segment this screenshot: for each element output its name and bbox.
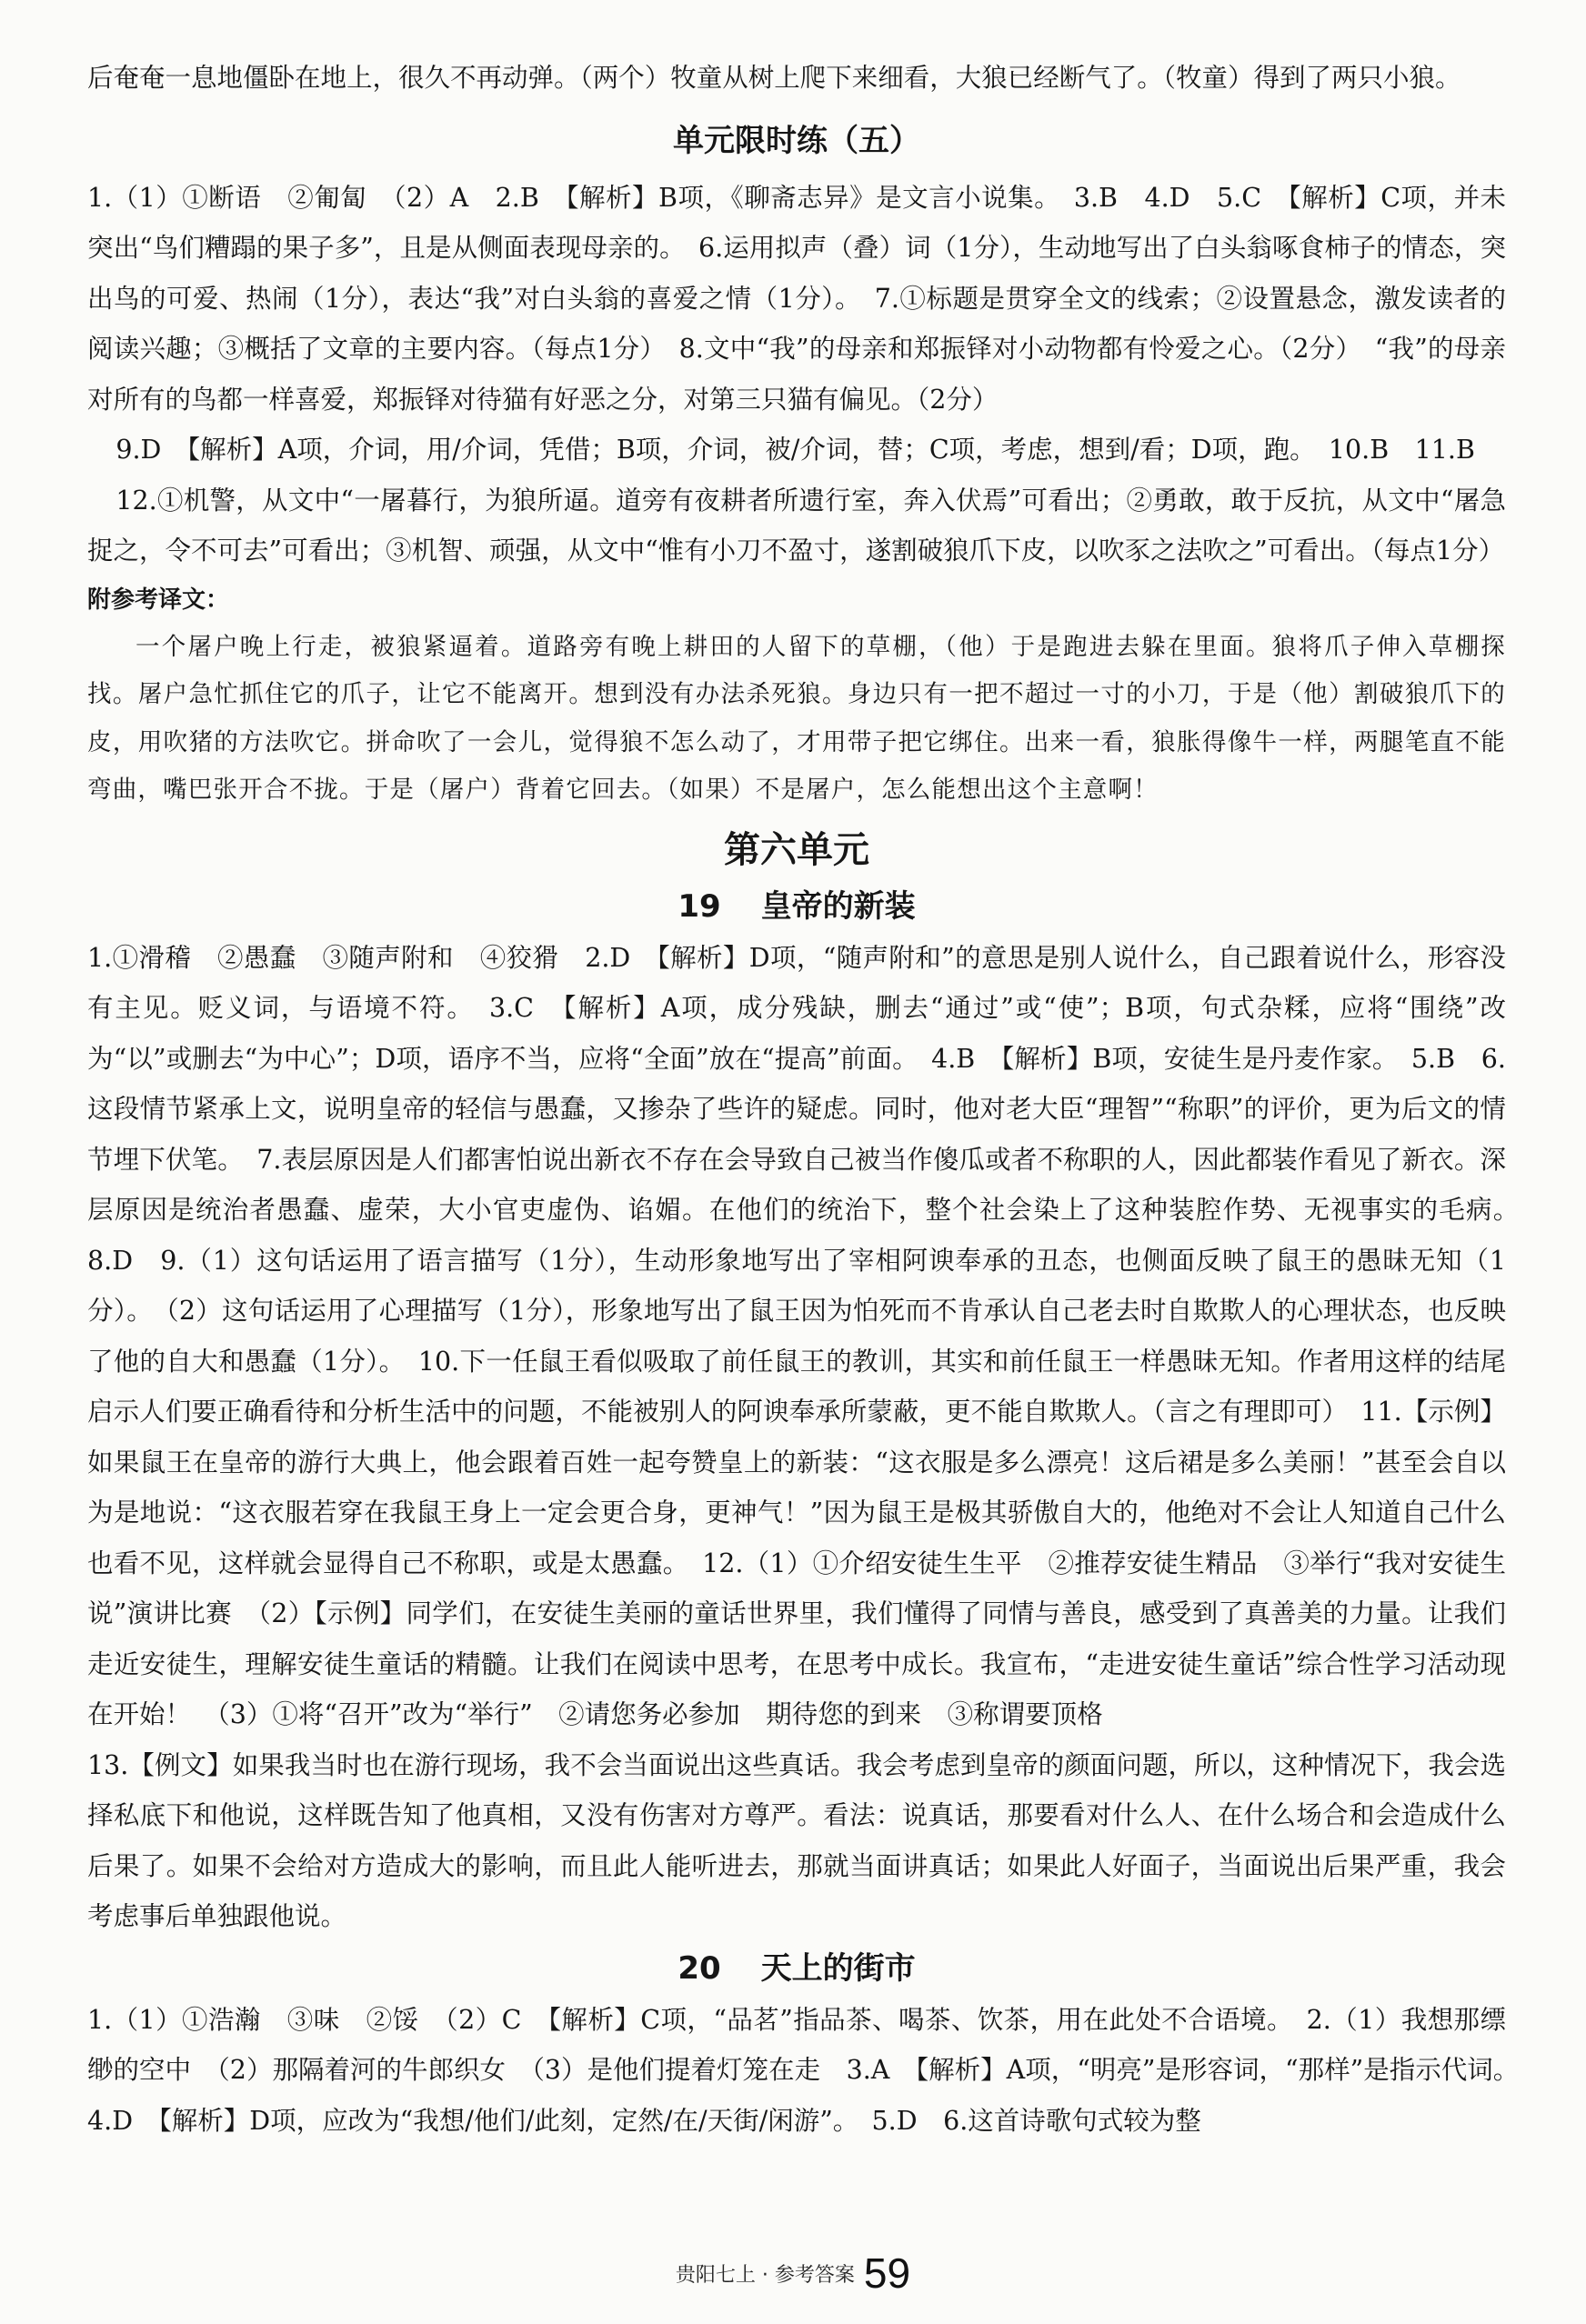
lesson19-answers-1: 1.①滑稽 ②愚蠢 ③随声附和 ④狡猾 2.D 【解析】D项，“随声附和”的意思是别人说什么，自己跟着说什么，形容没有主见。贬义词，与语境不符。 3.C 【解析】A项，成分残缺，删去“通过”或“使”；B项，句式杂糅，应将“围绕”改为“以”或删去“为中心”；D项，语序不当，应将“全面”放在“提高”前面。 4.B 【解析】B项，安徒生是丹麦作家。 5.B 6.这段情节紧承上文，说明皇帝的轻信与愚蠢，又掺杂了些许的疑虑。同时，他对老大臣“理智”“称职”的评价，更为后文的情节埋下伏笔。 7.表层原因是人们都害怕说出新衣不存在会导致自己被当作傻瓜或者不称职的人，因此都装作看见了新衣。深层原因是统治者愚蠢、虚荣，大小官吏虚伪、谄媚。在他们的统治下，整个社会染上了这种装腔作势、无视事实的毛病。 8.D 9.（1）这句话运用了语言描写（1分），生动形象地写出了宰相阿谀奉承的丑态，也侧面反映了鼠王的愚昧无知（1分）。 （2）这句话运用了心理描写（1分），形象地写出了鼠王因为怕死而不肯承认自己老去时自欺欺人的心理状态，也反映了他的自大和愚蠢（1分）。 10.下一任鼠王看似吸取了前任鼠王的教训，其实和前任鼠王一样愚昧无知。作者用这样的结尾启示人们要正确看待和分析生活中的问题，不能被别人的阿谀奉承所蒙蔽，更不能自欺欺人。（言之有理即可） 11.【示例】如果鼠王在皇帝的游行大典上，他会跟着百姓一起夸赞皇上的新装：“这衣服是多么漂亮！这后裙是多么美丽！”甚至会自以为是地说：“这衣服若穿在我鼠王身上一定会更合身，更神气！”因为鼠王是极其骄傲自大的，他绝对不会让人知道自己什么也看不见，这样就会显得自己不称职，或是太愚蠢。 12.（1）①介绍安徒生生平 ②推荐安徒生精品 ③举行“我对安徒生说”演讲比赛 （2）【示例】同学们，在安徒生美丽的童话世界里，我们懂得了同情与善良，感受到了真善美的力量。让我们走近安徒生，理解安徒生童话的精髓。让我们在阅读中思考，在思考中成长。我宣布，“走进安徒生童话”综合性学习活动现在开始！ （3）①将“召开”改为“举行” ②请您务必参加 期待您的到来 ③称谓要顶格 [87, 942, 1532, 1729]
lesson20-answers-1: 1.（1）①浩瀚 ③味 ②馁 （2）C 【解析】C项，“品茗”指品茶、喝茶、饮茶，用在此处不合语境。 2.（1）我想那缥缈的空中 （2）那隔着河的牛郎织女 （3）是他们提着灯笼在走 3.A 【解析】A项，“明亮”是形容词，“那样”是指示代词。 4.D 【解析】D项，应改为“我想/他们/此刻，定然/在/天街/闲游”。 5.D 6.这首诗歌句式较为整 [87, 2004, 1532, 2136]
lesson19-number: 19 [678, 887, 721, 925]
footer-label: 贵阳七上 · 参考答案 [675, 2263, 855, 2287]
answer-content [87, 53, 1532, 2146]
lesson20-number: 20 [678, 1949, 721, 1987]
translation-block [87, 624, 1506, 815]
unit5-title: 单元限时练（五） [673, 122, 920, 159]
lesson20-title: 天上的街市 [760, 1949, 916, 1987]
page-footer [0, 2237, 1586, 2309]
unit5-answers-2: 9.D 【解析】A项，介词，用/介词，凭借；B项，介词，被/介词，替；C项，考虑，想到/看；D项，跑。 10.B 11.B [115, 435, 1475, 465]
translation-heading: 附参考译文： [87, 586, 230, 614]
unit5-answers-3: 12.①机警，从文中“一屠暮行，为狼所逼。道旁有夜耕者所遗行室，奔入伏焉”可看出；②勇敢，敢于反抗，从文中“屠急捉之，令不可去”可看出；③机智、顽强，从文中“惟有小刀不盈寸，遂割破狼爪下皮，以吹豕之法吹之”可看出。（每点1分） [87, 485, 1506, 566]
lesson19-heading [87, 880, 1506, 933]
page-number: 59 [863, 2249, 911, 2297]
lesson20-heading [87, 1942, 1506, 1995]
unit5-answers-1: 1.（1）①断语 ②匍匐 （2）A 2.B 【解析】B项，《聊斋志异》是文言小说集。 3.B 4.D 5.C 【解析】C项，并未突出“鸟们糟蹋的果子多”，且是从侧面表现母亲的。 6.运用拟声（叠）词（1分），生动地写出了白头翁啄食柿子的情态，突出鸟的可爱、热闹（1分），表达“我”对白头翁的喜爱之情（1分）。 7.①标题是贯穿全文的线索；②设置悬念，激发读者的阅读兴趣；③概括了文章的主要内容。（每点1分） 8.文中“我”的母亲和郑振铎对小动物都有怜爱之心。（2分） “我”的母亲对所有的鸟都一样喜爱，郑振铎对待猫有好恶之分，对第三只猫有偏见。（2分） [87, 182, 1506, 415]
unit6-title: 第六单元 [724, 828, 869, 871]
lesson19-answers-2: 13.【例文】如果我当时也在游行现场，我不会当面说出这些真话。我会考虑到皇帝的颜面问题，所以，这种情况下，我会选择私底下和他说，这样既告知了他真相，又没有伤害对方尊严。看法：说真话，那要看对什么人、在什么场合和会造成什么后果了。如果不会给对方造成大的影响，而且此人能听进去，那就当面讲真话；如果此人好面子，当面说出后果严重，我会考虑事后单独跟他说。 [87, 1749, 1506, 1931]
continued-paragraph: 后奄奄一息地僵卧在地上，很久不再动弹。（两个）牧童从树上爬下来细看，大狼已经断气了。（牧童）得到了两只小狼。 [87, 63, 1461, 93]
lesson19-title: 皇帝的新装 [760, 887, 916, 925]
translation-text: 一个屠户晚上行走，被狼紧逼着。道路旁有晚上耕田的人留下的草棚，（他）于是跑进去躲在里面。狼将爪子伸入草棚探找。屠户急忙抓住它的爪子，让它不能离开。想到没有办法杀死狼。身边只有一把不超过一寸的小刀，于是（他）割破狼爪下的皮，用吹猪的方法吹它。拼命吹了一会儿，觉得狼不怎么动了，才用带子把它绑住。出来一看，狼胀得像牛一样，两腿笔直不能弯曲，嘴巴张开合不拢。于是（屠户）背着它回去。（如果）不是屠户，怎么能想出这个主意啊！ [87, 632, 1506, 804]
